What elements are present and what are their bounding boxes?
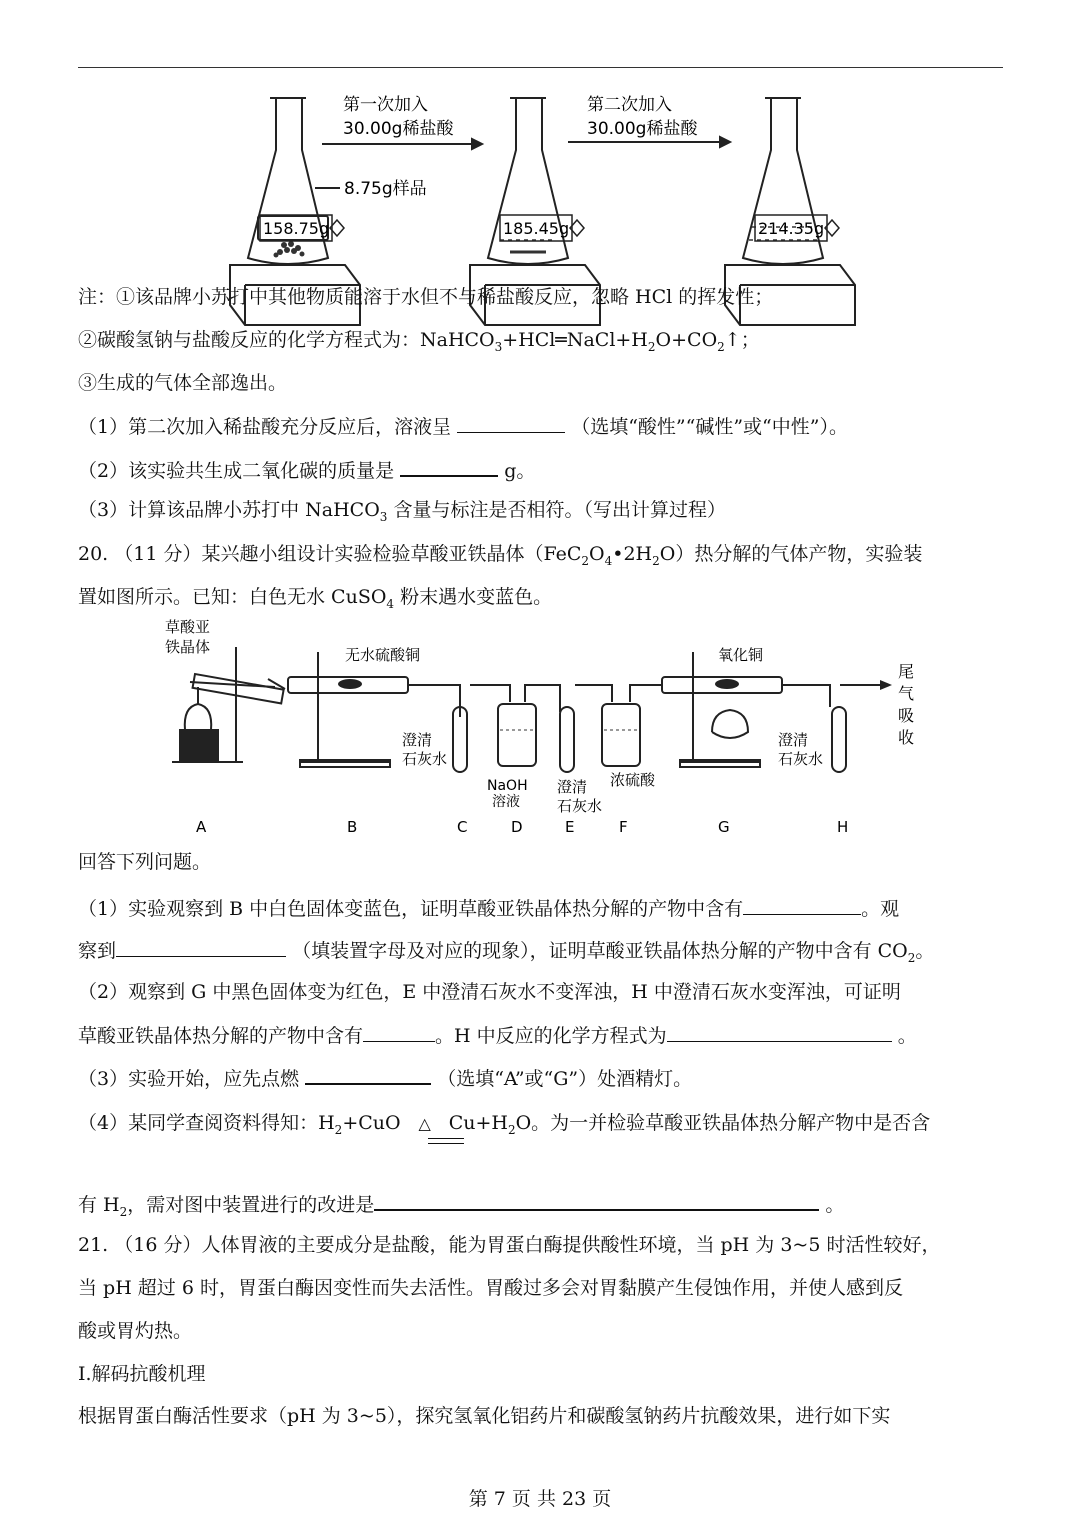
q21-section-title: I.解码抗酸机理 [78, 1363, 206, 1385]
q20-a3: （3）实验开始，应先点燃 （选填“A”或“G”）处酒精灯。 [78, 1063, 692, 1092]
scale3-reading: 214.35g [758, 219, 825, 238]
label-h1: 澄清 [778, 731, 809, 749]
answer-blank[interactable] [363, 1021, 435, 1042]
letter-g: G [718, 818, 730, 836]
header-rule [78, 67, 1003, 68]
letter-b: B [347, 818, 358, 836]
label-c2: 石灰水 [402, 750, 448, 768]
label-b: 无水硫酸铜 [345, 646, 421, 664]
answer-blank[interactable] [400, 455, 498, 477]
q19-part1: （1）第二次加入稀盐酸充分反应后，溶液呈 （选填“酸性”“碱性”或“中性”）。 [78, 412, 848, 440]
arrow2-label-line1: 第二次加入 [587, 95, 672, 115]
label-h2: 石灰水 [778, 750, 824, 768]
q21-line4: 根据胃蛋白酶活性要求（pH 为 3~5），探究氢氧化铝药片和碳酸氢钠药片抗酸效果，进行如下实 [78, 1405, 891, 1427]
arrow2-label-line2: 30.00g稀盐酸 [587, 119, 698, 139]
note-1: 注：①该品牌小苏打中其他物质能溶于水但不与稀盐酸反应，忽略 HCl 的挥发性； [78, 286, 774, 308]
letter-e: E [565, 818, 575, 836]
figure-apparatus [0, 612, 1080, 842]
tail-gas-1: 尾 [898, 662, 915, 681]
sample-label: 8.75g样品 [344, 179, 427, 199]
tail-gas-3: 吸 [898, 706, 915, 725]
q20-a1-line1: （1）实验观察到 B 中白色固体变蓝色，证明草酸亚铁晶体热分解的产物中含有 。观 [78, 894, 899, 922]
q19-part3: （3）计算该品牌小苏打中 NaHCO$_3$ 含量与标注是否相符。（写出计算过程） [78, 499, 726, 524]
note-3: ③生成的气体全部逸出。 [78, 372, 288, 394]
letter-f: F [619, 818, 628, 836]
heating-condition: △ [418, 1114, 431, 1133]
arrow1-label-line1: 第一次加入 [343, 95, 428, 115]
q20-a2-line2: 草酸亚铁晶体热分解的产物中含有 。H 中反应的化学方程式为 。 [78, 1021, 917, 1049]
q20-a2-line1: （2）观察到 G 中黑色固体变为红色，E 中澄清石灰水不变浑浊，H 中澄清石灰水变浑浊，可证明 [78, 981, 901, 1003]
note-2: ②碳酸氢钠与盐酸反应的化学方程式为：$NaHCO_3+HCl═NaCl+H_2O+CO_2↑$； [78, 329, 760, 354]
q20-a1-line2: 察到 （填装置字母及对应的现象），证明草酸亚铁晶体热分解的产物中含有 $CO_2$。 [78, 936, 934, 971]
letter-d: D [511, 818, 523, 836]
q20-intro-line2: 置如图所示。已知：白色无水 CuSO$_4$ 粉末遇水变蓝色。 [78, 586, 553, 611]
label-d1: NaOH [487, 778, 528, 794]
letter-c: C [457, 818, 468, 836]
q20-a4-line2: 有 $H_2$，需对图中装置进行的改进是 。 [78, 1189, 844, 1225]
tail-gas-2: 气 [898, 684, 915, 703]
label-e2: 石灰水 [557, 797, 603, 815]
q21-line2: 当 pH 超过 6 时，胃蛋白酶因变性而失去活性。胃酸过多会对胃黏膜产生侵蚀作用，并使人感到反 [78, 1277, 903, 1299]
answer-blank[interactable] [305, 1063, 431, 1085]
q19-part2: （2）该实验共生成二氧化碳的质量是 g。 [78, 455, 535, 484]
q20-a4-line1: （4）某同学查阅资料得知：$H_2+CuO$ △ $Cu+H_2O$。为一并检验草酸亚铁晶体热分解产物中是否含 [78, 1112, 931, 1137]
q20-intro-line1: 20. （11 分）某兴趣小组设计实验检验草酸亚铁晶体$(FeC_2O_4•2H_2O)$热分解的气体产物，实验装 [78, 543, 923, 568]
arrow1-label-line2: 30.00g稀盐酸 [343, 119, 454, 139]
label-g: 氧化铜 [718, 646, 764, 664]
label-e1: 澄清 [557, 778, 588, 796]
tail-gas-4: 收 [898, 728, 915, 747]
answer-blank[interactable] [116, 936, 286, 957]
q21-line3: 酸或胃灼热。 [78, 1320, 193, 1342]
scale2-reading: 185.45g [503, 219, 570, 238]
letter-a: A [196, 818, 207, 836]
answer-intro: 回答下列问题。 [78, 851, 212, 873]
q21-line1: 21. （16 分）人体胃液的主要成分是盐酸，能为胃蛋白酶提供酸性环境，当 pH 为 3~5 时活性较好， [78, 1234, 941, 1256]
letter-h: H [837, 818, 849, 836]
label-f: 浓硫酸 [610, 771, 656, 789]
answer-blank[interactable] [457, 412, 565, 433]
answer-blank[interactable] [374, 1189, 819, 1211]
answer-blank[interactable] [743, 894, 861, 915]
page-footer: 第 7 页 共 23 页 [468, 1488, 612, 1510]
scale1-reading: 158.75g [263, 219, 330, 238]
label-c1: 澄清 [402, 731, 433, 749]
answer-blank[interactable] [667, 1021, 892, 1042]
label-d2: 溶液 [492, 794, 520, 810]
label-a2: 铁晶体 [165, 638, 211, 656]
double-equals-sign [428, 1138, 464, 1144]
figure-balance-experiment [0, 80, 1080, 355]
label-a1: 草酸亚 [165, 618, 211, 636]
